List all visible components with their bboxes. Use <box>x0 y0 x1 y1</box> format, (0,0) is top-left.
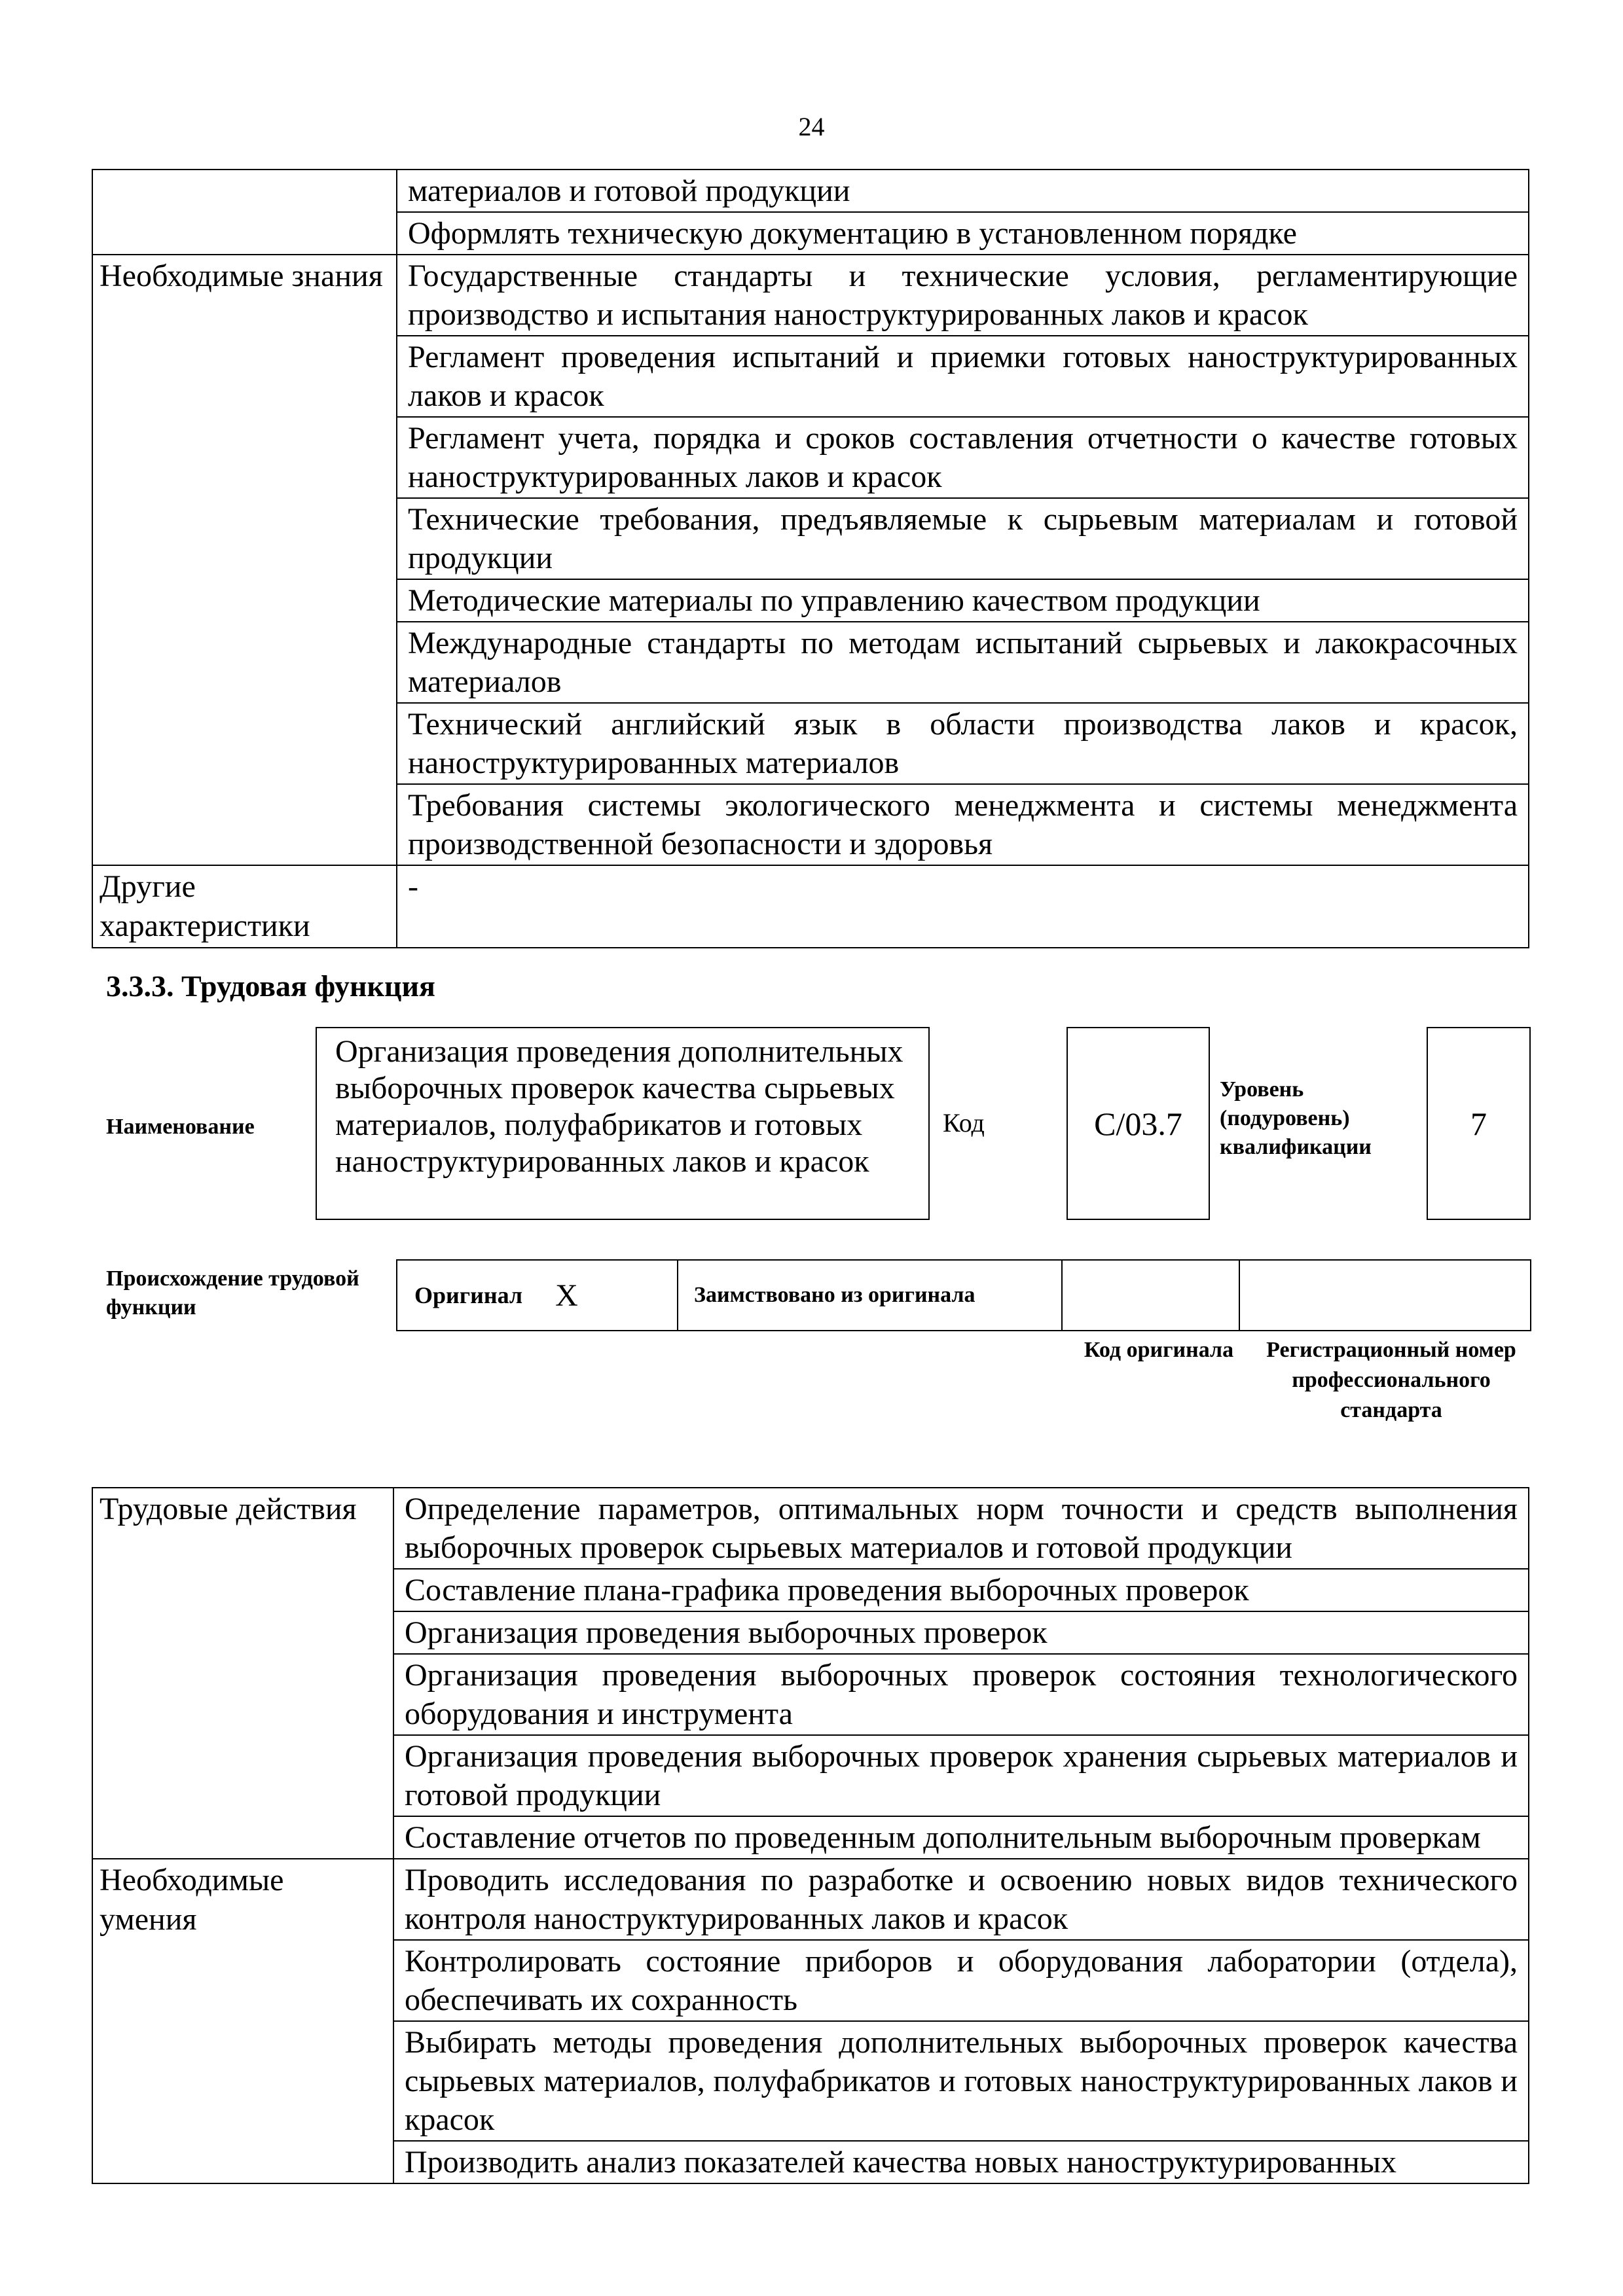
code-label: Код <box>943 1108 985 1138</box>
row-item: - <box>397 865 1529 948</box>
row-item: Определение параметров, оптимальных норм точности и средств выполнения выборочных проверок сырьевых материалов и готовой продукции <box>393 1488 1529 1569</box>
row-item: Организация проведения выборочных проверок хранения сырьевых материалов и готовой продукции <box>393 1735 1529 1816</box>
function-name-box: Организация проведения дополнительных выборочных проверок качества сырьевых материалов, полуфабрикатов и готовых наноструктурированных лаков и красок <box>316 1027 930 1220</box>
row-item: Регламент учета, порядка и сроков составления отчетности о качестве готовых наноструктурированных лаков и красок <box>397 417 1529 498</box>
level-value-box: 7 <box>1427 1027 1531 1220</box>
row-item: Организация проведения выборочных проверок <box>393 1611 1529 1654</box>
row-label: Другие характеристики <box>92 865 397 948</box>
row-item: материалов и готовой продукции <box>397 170 1529 212</box>
actions-table <box>92 1487 1529 2184</box>
row-item: Контролировать состояние приборов и оборудования лаборатории (отдела), обеспечивать их сохранность <box>393 1940 1529 2021</box>
row-item: Технические требования, предъявляемые к сырьевым материалам и готовой продукции <box>397 498 1529 579</box>
page-number: 24 <box>798 112 825 141</box>
row-item: Составление плана-графика проведения выборочных проверок <box>393 1569 1529 1611</box>
row-item: Составление отчетов по проведенным дополнительным выборочным проверкам <box>393 1816 1529 1859</box>
row-label: Необходимые знания <box>92 255 397 865</box>
reg-number-cell <box>1240 1261 1530 1330</box>
row-item: Проводить исследования по разработке и освоению новых видов технического контроля наноструктурированных лаков и красок <box>393 1859 1529 1940</box>
table-row <box>92 1859 1529 1940</box>
name-label: Наименование <box>106 1115 255 1139</box>
table-row <box>92 865 1529 948</box>
knowledge-table <box>92 169 1529 948</box>
code-value-box: С/03.7 <box>1067 1027 1210 1220</box>
reg-number-caption: Регистрационный номер профессионального стандарта <box>1266 1338 1516 1422</box>
borrowed-cell: Заимствовано из оригинала <box>678 1261 1063 1330</box>
original-code-cell <box>1063 1261 1240 1330</box>
row-item: Выбирать методы проведения дополнительных выборочных проверок качества сырьевых материалов, полуфабрикатов и готовых наноструктурированных лаков и красок <box>393 2021 1529 2141</box>
code-original-caption: Код оригинала <box>1084 1338 1234 1362</box>
original-mark: X <box>555 1278 578 1313</box>
row-label: Трудовые действия <box>92 1488 393 1859</box>
original-label: Оригинал <box>414 1282 523 1308</box>
row-item: Регламент проведения испытаний и приемки готовых наноструктурированных лаков и красок <box>397 336 1529 417</box>
row-item: Организация проведения выборочных проверок состояния технологического оборудования и инструмента <box>393 1654 1529 1735</box>
level-label: Уровень (подуровень) квалификации <box>1220 1077 1372 1159</box>
origin-label: Происхождение трудовой функции <box>106 1266 359 1319</box>
table-row <box>92 255 1529 336</box>
row-item: Технический английский язык в области производства лаков и красок, наноструктурированных материалов <box>397 703 1529 784</box>
origin-table <box>396 1259 1531 1331</box>
row-item: Международные стандарты по методам испытаний сырьевых и лакокрасочных материалов <box>397 622 1529 703</box>
row-label: Необходимые умения <box>92 1859 393 2183</box>
original-cell <box>397 1261 678 1330</box>
row-item: Требования системы экологического менеджмента и системы менеджмента производственной безопасности и здоровья <box>397 784 1529 865</box>
row-item: Оформлять техническую документацию в установленном порядке <box>397 212 1529 255</box>
table-row <box>92 1488 1529 1569</box>
row-item: Производить анализ показателей качества новых наноструктурированных <box>393 2141 1529 2183</box>
row-item: Государственные стандарты и технические условия, регламентирующие производство и испытания наноструктурированных лаков и красок <box>397 255 1529 336</box>
section-heading: 3.3.3. Трудовая функция <box>106 969 435 1003</box>
row-item: Методические материалы по управлению качеством продукции <box>397 579 1529 622</box>
table-row <box>92 170 1529 212</box>
row-label <box>92 170 397 255</box>
